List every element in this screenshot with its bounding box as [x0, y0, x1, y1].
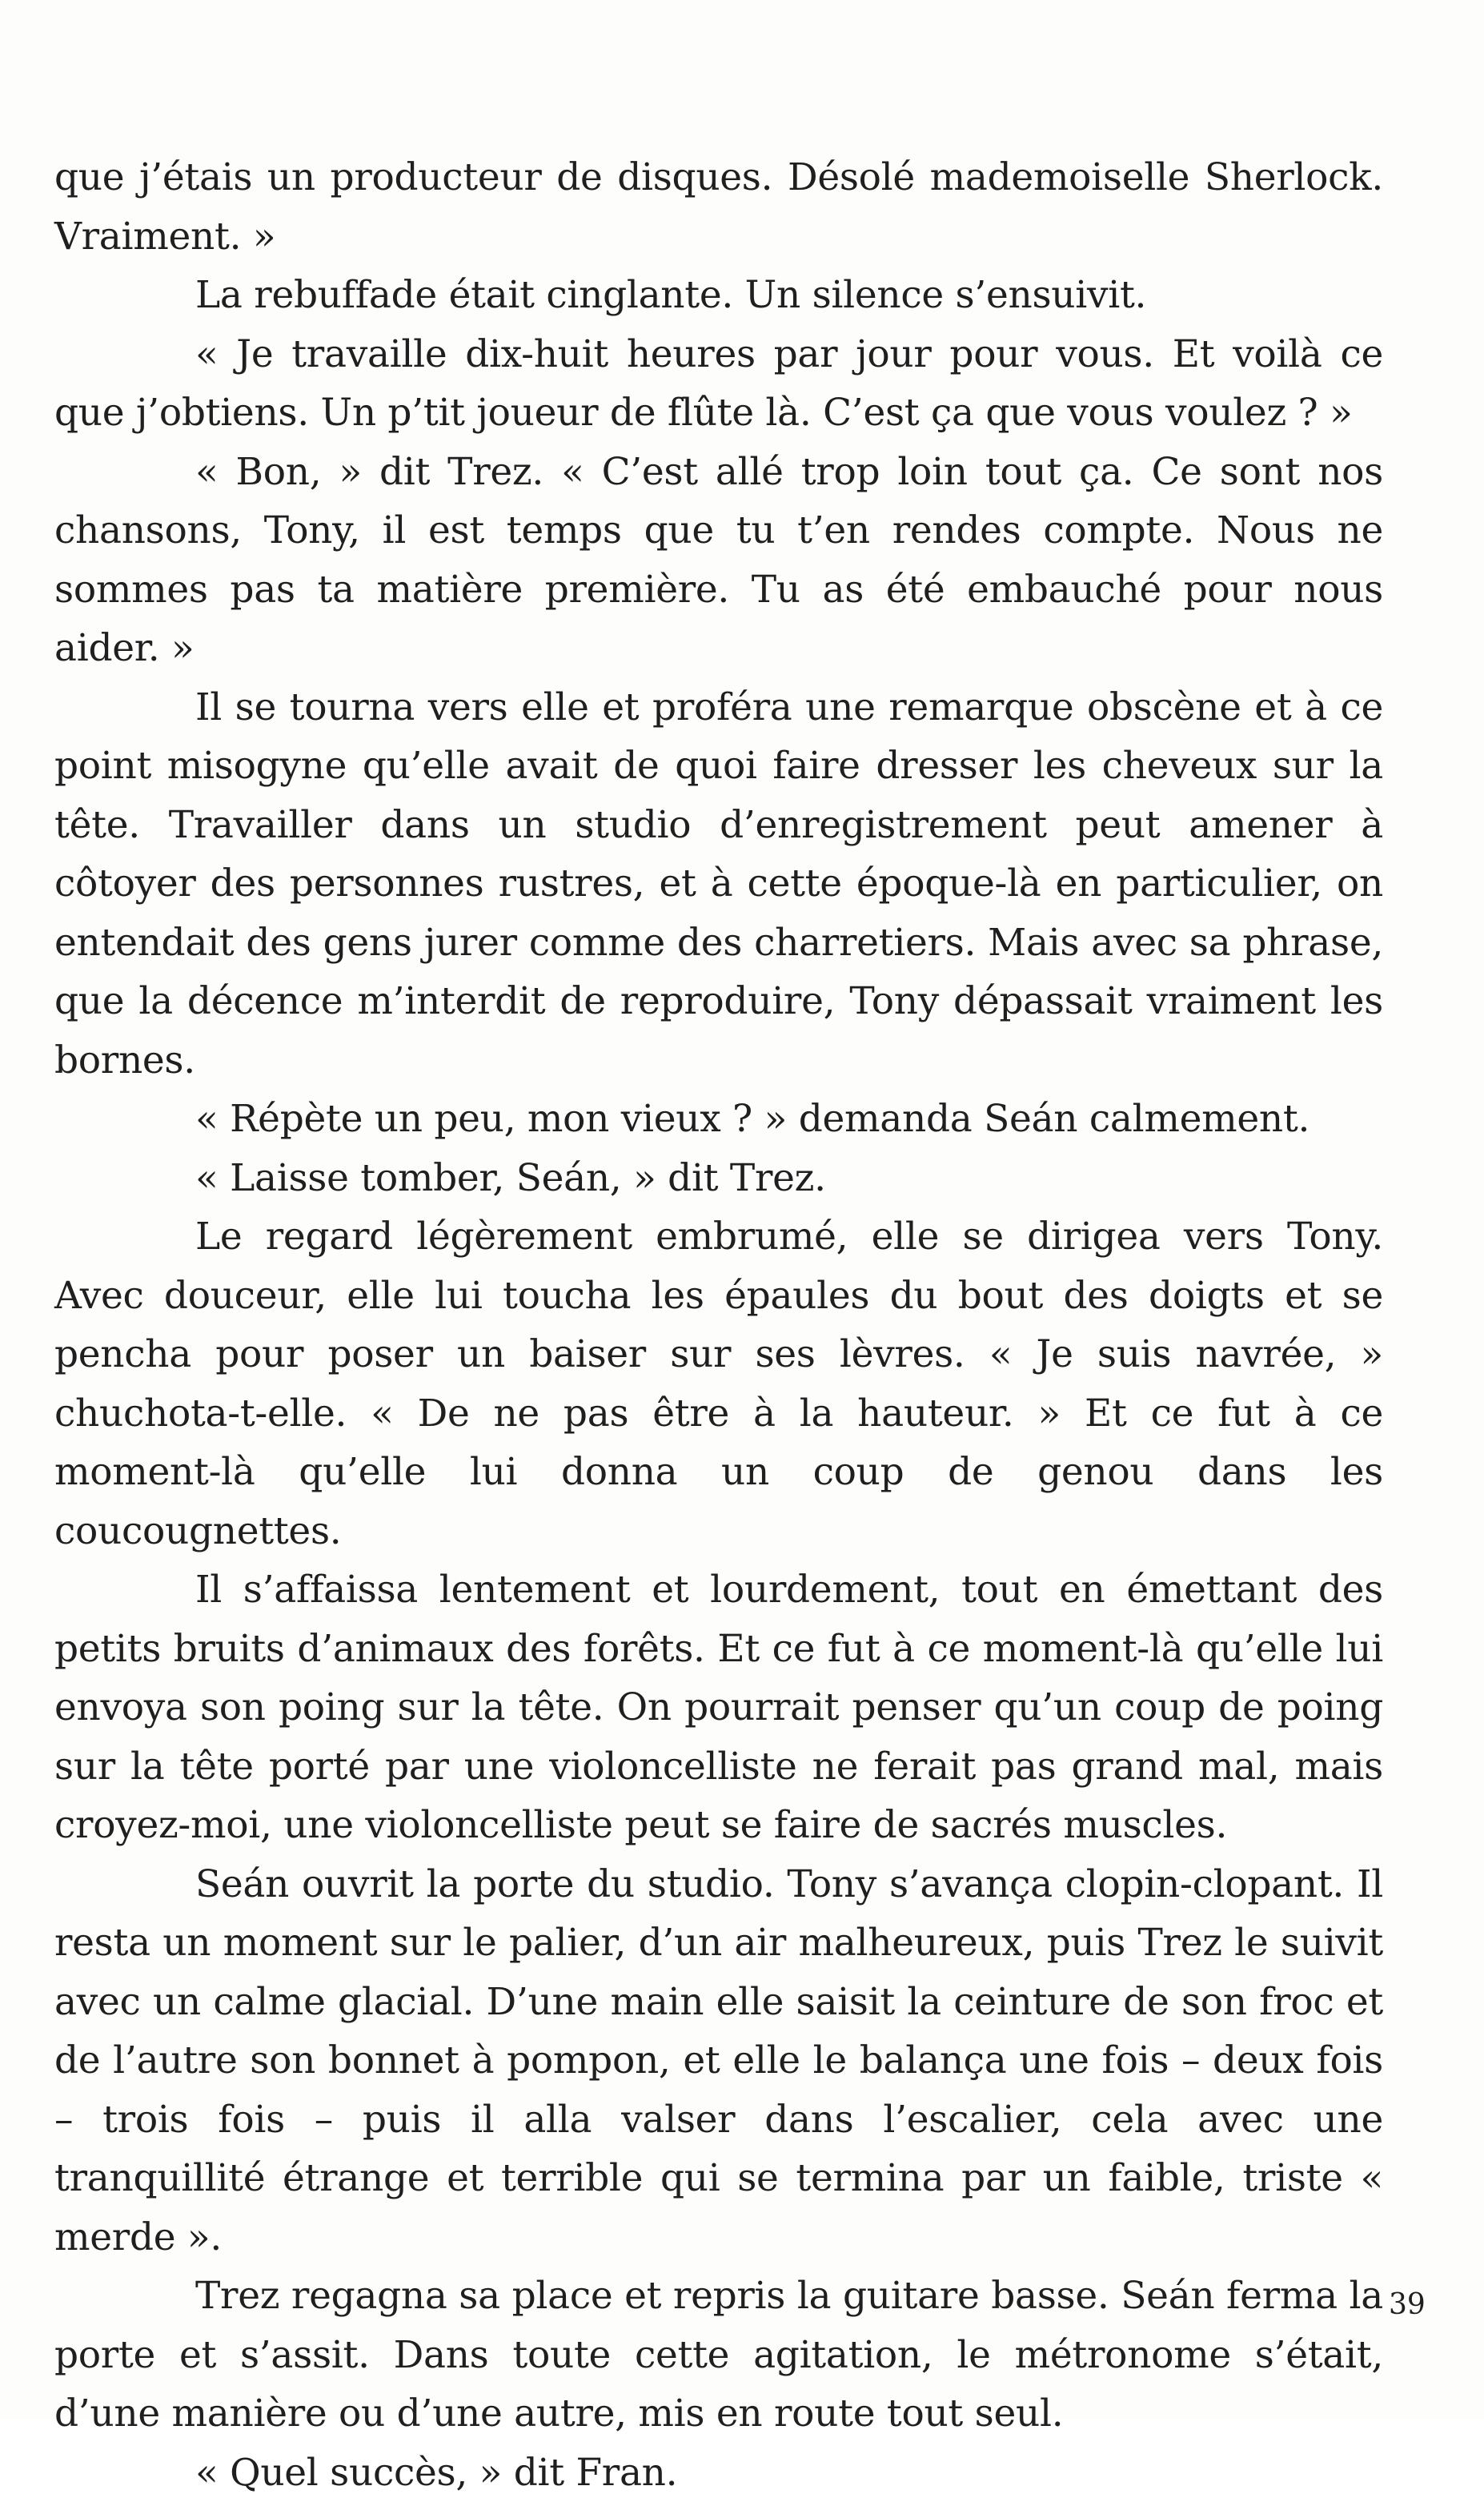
- paragraph-3: « Je travaille dix-huit heures par jour pour vous. Et voilà ce que j’obtiens. Un p’tit joueur de flûte là. C’est ça que vous voulez ? »: [54, 325, 1383, 443]
- paragraph-7: « Laisse tomber, Seán, » dit Trez.: [54, 1149, 1383, 1208]
- paragraph-8: Le regard légèrement embrumé, elle se dirigea vers Tony. Avec douceur, elle lui toucha les épaules du bout des doigts et se pencha pour poser un baiser sur ses lèvres. « Je suis navrée, » chuchota-t-elle. « De ne pas être à la hauteur. » Et ce fut à ce moment-là qu’elle lui donna un coup de genou dans les coucougnettes.: [54, 1207, 1383, 1560]
- paragraph-12: « Quel succès, » dit Fran.: [54, 2444, 1383, 2502]
- paragraph-4: « Bon, » dit Trez. « C’est allé trop loin tout ça. Ce sont nos chansons, Tony, il est temps que tu t’en rendes compte. Nous ne sommes pas ta matière première. Tu as été embauché pour nous aider. »: [54, 443, 1383, 678]
- paragraph-5: Il se tourna vers elle et proféra une remarque obscène et à ce point misogyne qu’elle avait de quoi faire dresser les cheveux sur la tête. Travailler dans un studio d’enregistrement peut amener à côtoyer des personnes rustres, et à cette époque-là en particulier, on entendait des gens jurer comme des charretiers. Mais avec sa phrase, que la décence m’interdit de reproduire, Tony dépassait vraiment les bornes.: [54, 678, 1383, 1090]
- paragraph-1: que j’étais un producteur de disques. Désolé mademoiselle Sherlock. Vraiment. »: [54, 148, 1383, 266]
- paragraph-11: Trez regagna sa place et repris la guitare basse. Seán ferma la porte et s’assit. Dans toute cette agitation, le métronome s’était, d’une manière ou d’une autre, mis en route tout seul.: [54, 2267, 1383, 2444]
- paragraph-2: La rebuffade était cinglante. Un silence s’ensuivit.: [54, 266, 1383, 325]
- page-number: 39: [1389, 2288, 1426, 2321]
- body-text: [54, 148, 1383, 2502]
- paragraph-9: Il s’affaissa lentement et lourdement, tout en émettant des petits bruits d’animaux des forêts. Et ce fut à ce moment-là qu’elle lui envoya son poing sur la tête. On pourrait penser qu’un coup de poing sur la tête porté par une violoncelliste ne ferait pas grand mal, mais croyez-moi, une violoncelliste peut se faire de sacrés muscles.: [54, 1560, 1383, 1855]
- paragraph-10: Seán ouvrit la porte du studio. Tony s’avança clopin-clopant. Il resta un moment sur le palier, d’un air malheureux, puis Trez le suivit avec un calme glacial. D’une main elle saisit la ceinture de son froc et de l’autre son bonnet à pompon, et elle le balança une fois – deux fois – trois fois – puis il alla valser dans l’escalier, cela avec une tranquillité étrange et terrible qui se termina par un faible, triste « merde ».: [54, 1855, 1383, 2267]
- paragraph-6: « Répète un peu, mon vieux ? » demanda Seán calmement.: [54, 1090, 1383, 1149]
